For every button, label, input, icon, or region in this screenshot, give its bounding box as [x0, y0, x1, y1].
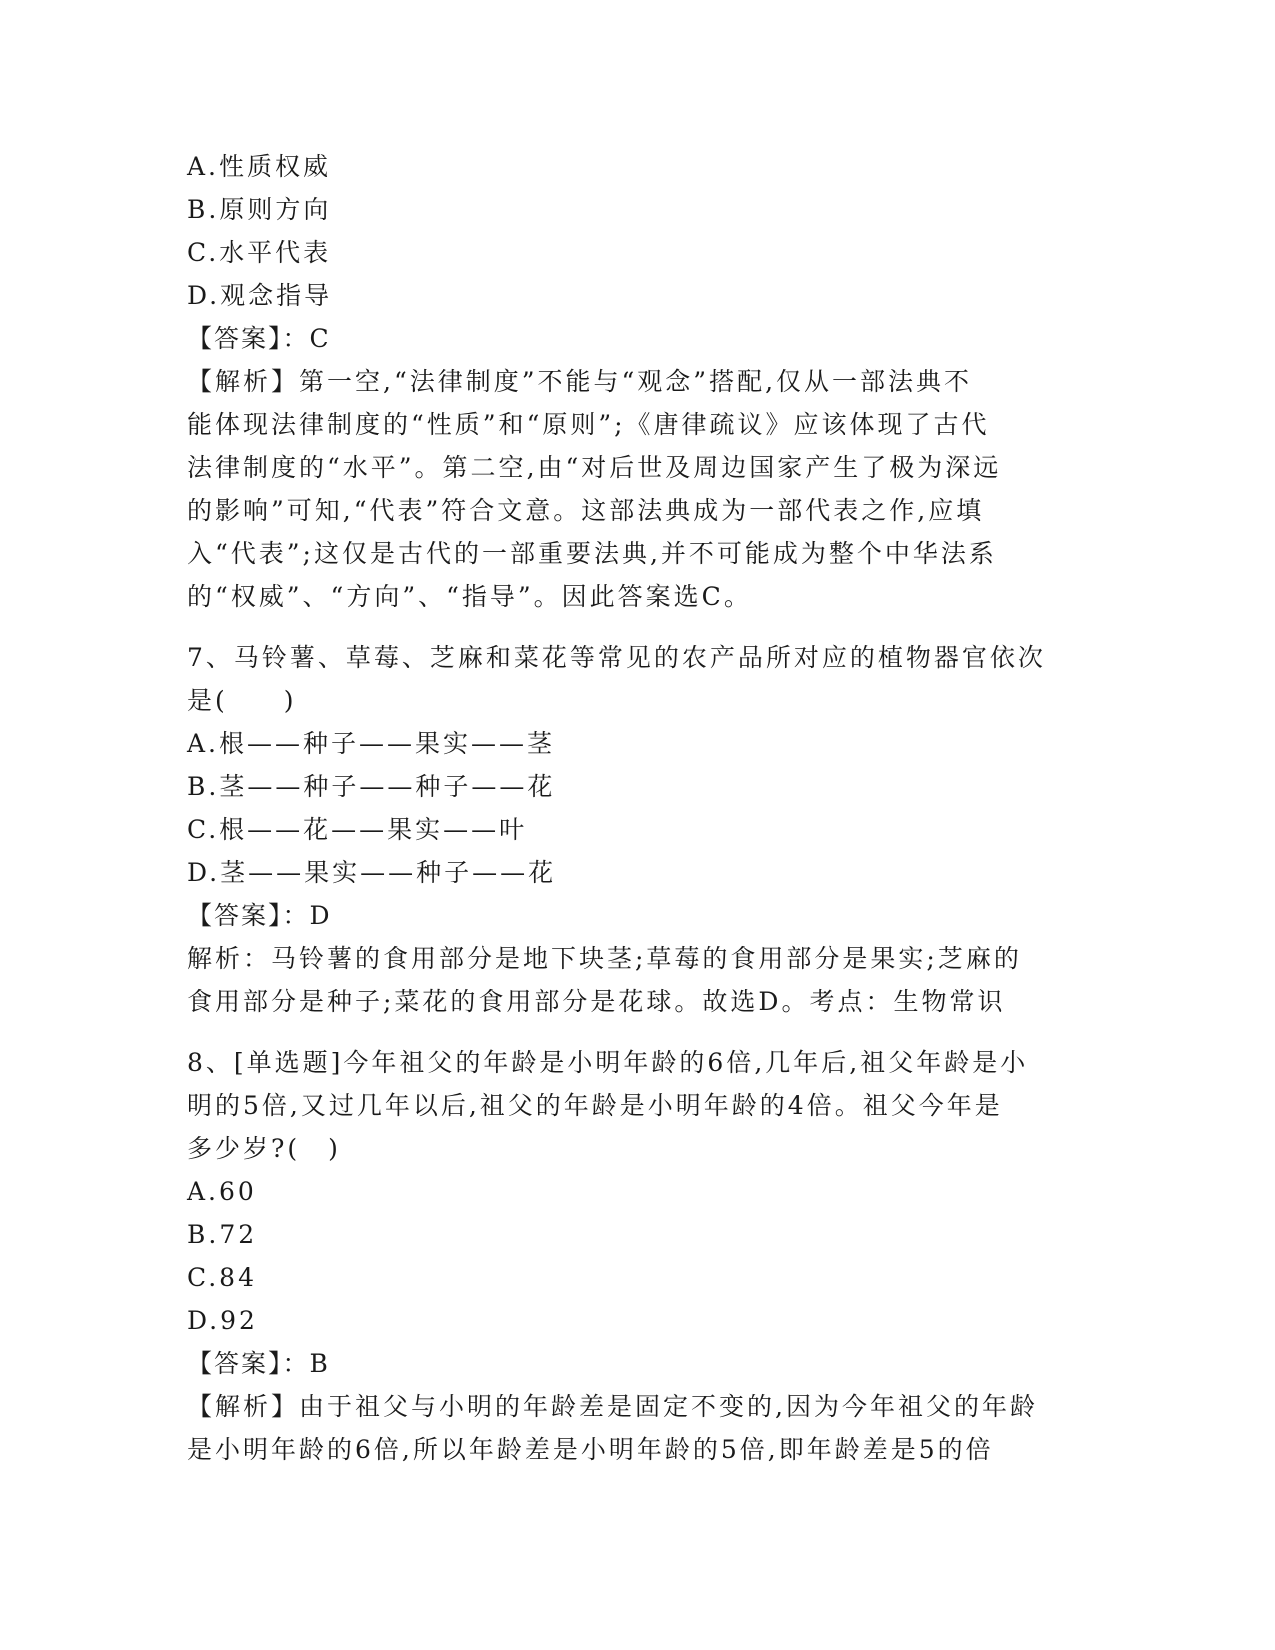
question-6-analysis [187, 360, 1087, 618]
stem-line: 明的5倍,又过几年以后,祖父的年龄是小明年龄的4倍。祖父今年是 [187, 1091, 1003, 1120]
analysis-line: 解析：马铃薯的食用部分是地下块茎;草莓的食用部分是果实;芝麻的 [187, 944, 1022, 973]
option-c: C.84 [187, 1263, 257, 1292]
analysis-line: 的“权威”、“方向”、“指导”。因此答案选C。 [187, 582, 752, 611]
analysis-line: 是小明年龄的6倍,所以年龄差是小明年龄的5倍,即年龄差是5的倍 [187, 1435, 994, 1464]
question-7-stem [187, 636, 1087, 722]
option-b: B.72 [187, 1220, 258, 1249]
document-page [187, 145, 1087, 1471]
question-8-answer: 【答案】：B [187, 1349, 330, 1378]
stem-line: 8、[单选题]今年祖父的年龄是小明年龄的6倍,几年后,祖父年龄是小 [187, 1048, 1029, 1077]
option-b: B.原则方向 [187, 195, 332, 224]
option-c: C.水平代表 [187, 238, 332, 267]
analysis-line: 食用部分是种子;菜花的食用部分是花球。故选D。考点：生物常识 [187, 987, 1006, 1016]
option-d: D.观念指导 [187, 281, 333, 310]
option-a: A.性质权威 [187, 152, 332, 181]
analysis-line: 的影响”可知,“代表”符合文意。这部法典成为一部代表之作,应填 [187, 496, 985, 525]
question-6-options [187, 145, 1087, 317]
analysis-line: 入“代表”;这仅是古代的一部重要法典,并不可能成为整个中华法系 [187, 539, 997, 568]
option-a: A.根——种子——果实——茎 [187, 729, 556, 758]
option-b: B.茎——种子——种子——花 [187, 772, 556, 801]
question-7-answer: 【答案】：D [187, 901, 332, 930]
stem-line: 多少岁?( ) [187, 1134, 341, 1163]
stem-line: 是( ) [187, 686, 297, 715]
question-7-analysis [187, 937, 1087, 1023]
question-8-stem [187, 1041, 1087, 1170]
question-7-options [187, 722, 1087, 894]
option-a: A.60 [187, 1177, 257, 1206]
question-8-analysis [187, 1385, 1087, 1471]
analysis-line: 能体现法律制度的“性质”和“原则”;《唐律疏议》应该体现了古代 [187, 410, 990, 439]
stem-line: 7、马铃薯、草莓、芝麻和菜花等常见的农产品所对应的植物器官依次 [187, 643, 1046, 672]
spacer [187, 1023, 1087, 1041]
analysis-line: 法律制度的“水平”。第二空,由“对后世及周边国家产生了极为深远 [187, 453, 1002, 482]
analysis-line: 【解析】第一空,“法律制度”不能与“观念”搭配,仅从一部法典不 [187, 367, 973, 396]
question-8-options [187, 1170, 1087, 1342]
option-c: C.根——花——果实——叶 [187, 815, 528, 844]
option-d: D.茎——果实——种子——花 [187, 858, 557, 887]
option-d: D.92 [187, 1306, 258, 1335]
question-6-answer: 【答案】：C [187, 324, 331, 353]
analysis-line: 【解析】由于祖父与小明的年龄差是固定不变的,因为今年祖父的年龄 [187, 1392, 1038, 1421]
spacer [187, 618, 1087, 636]
